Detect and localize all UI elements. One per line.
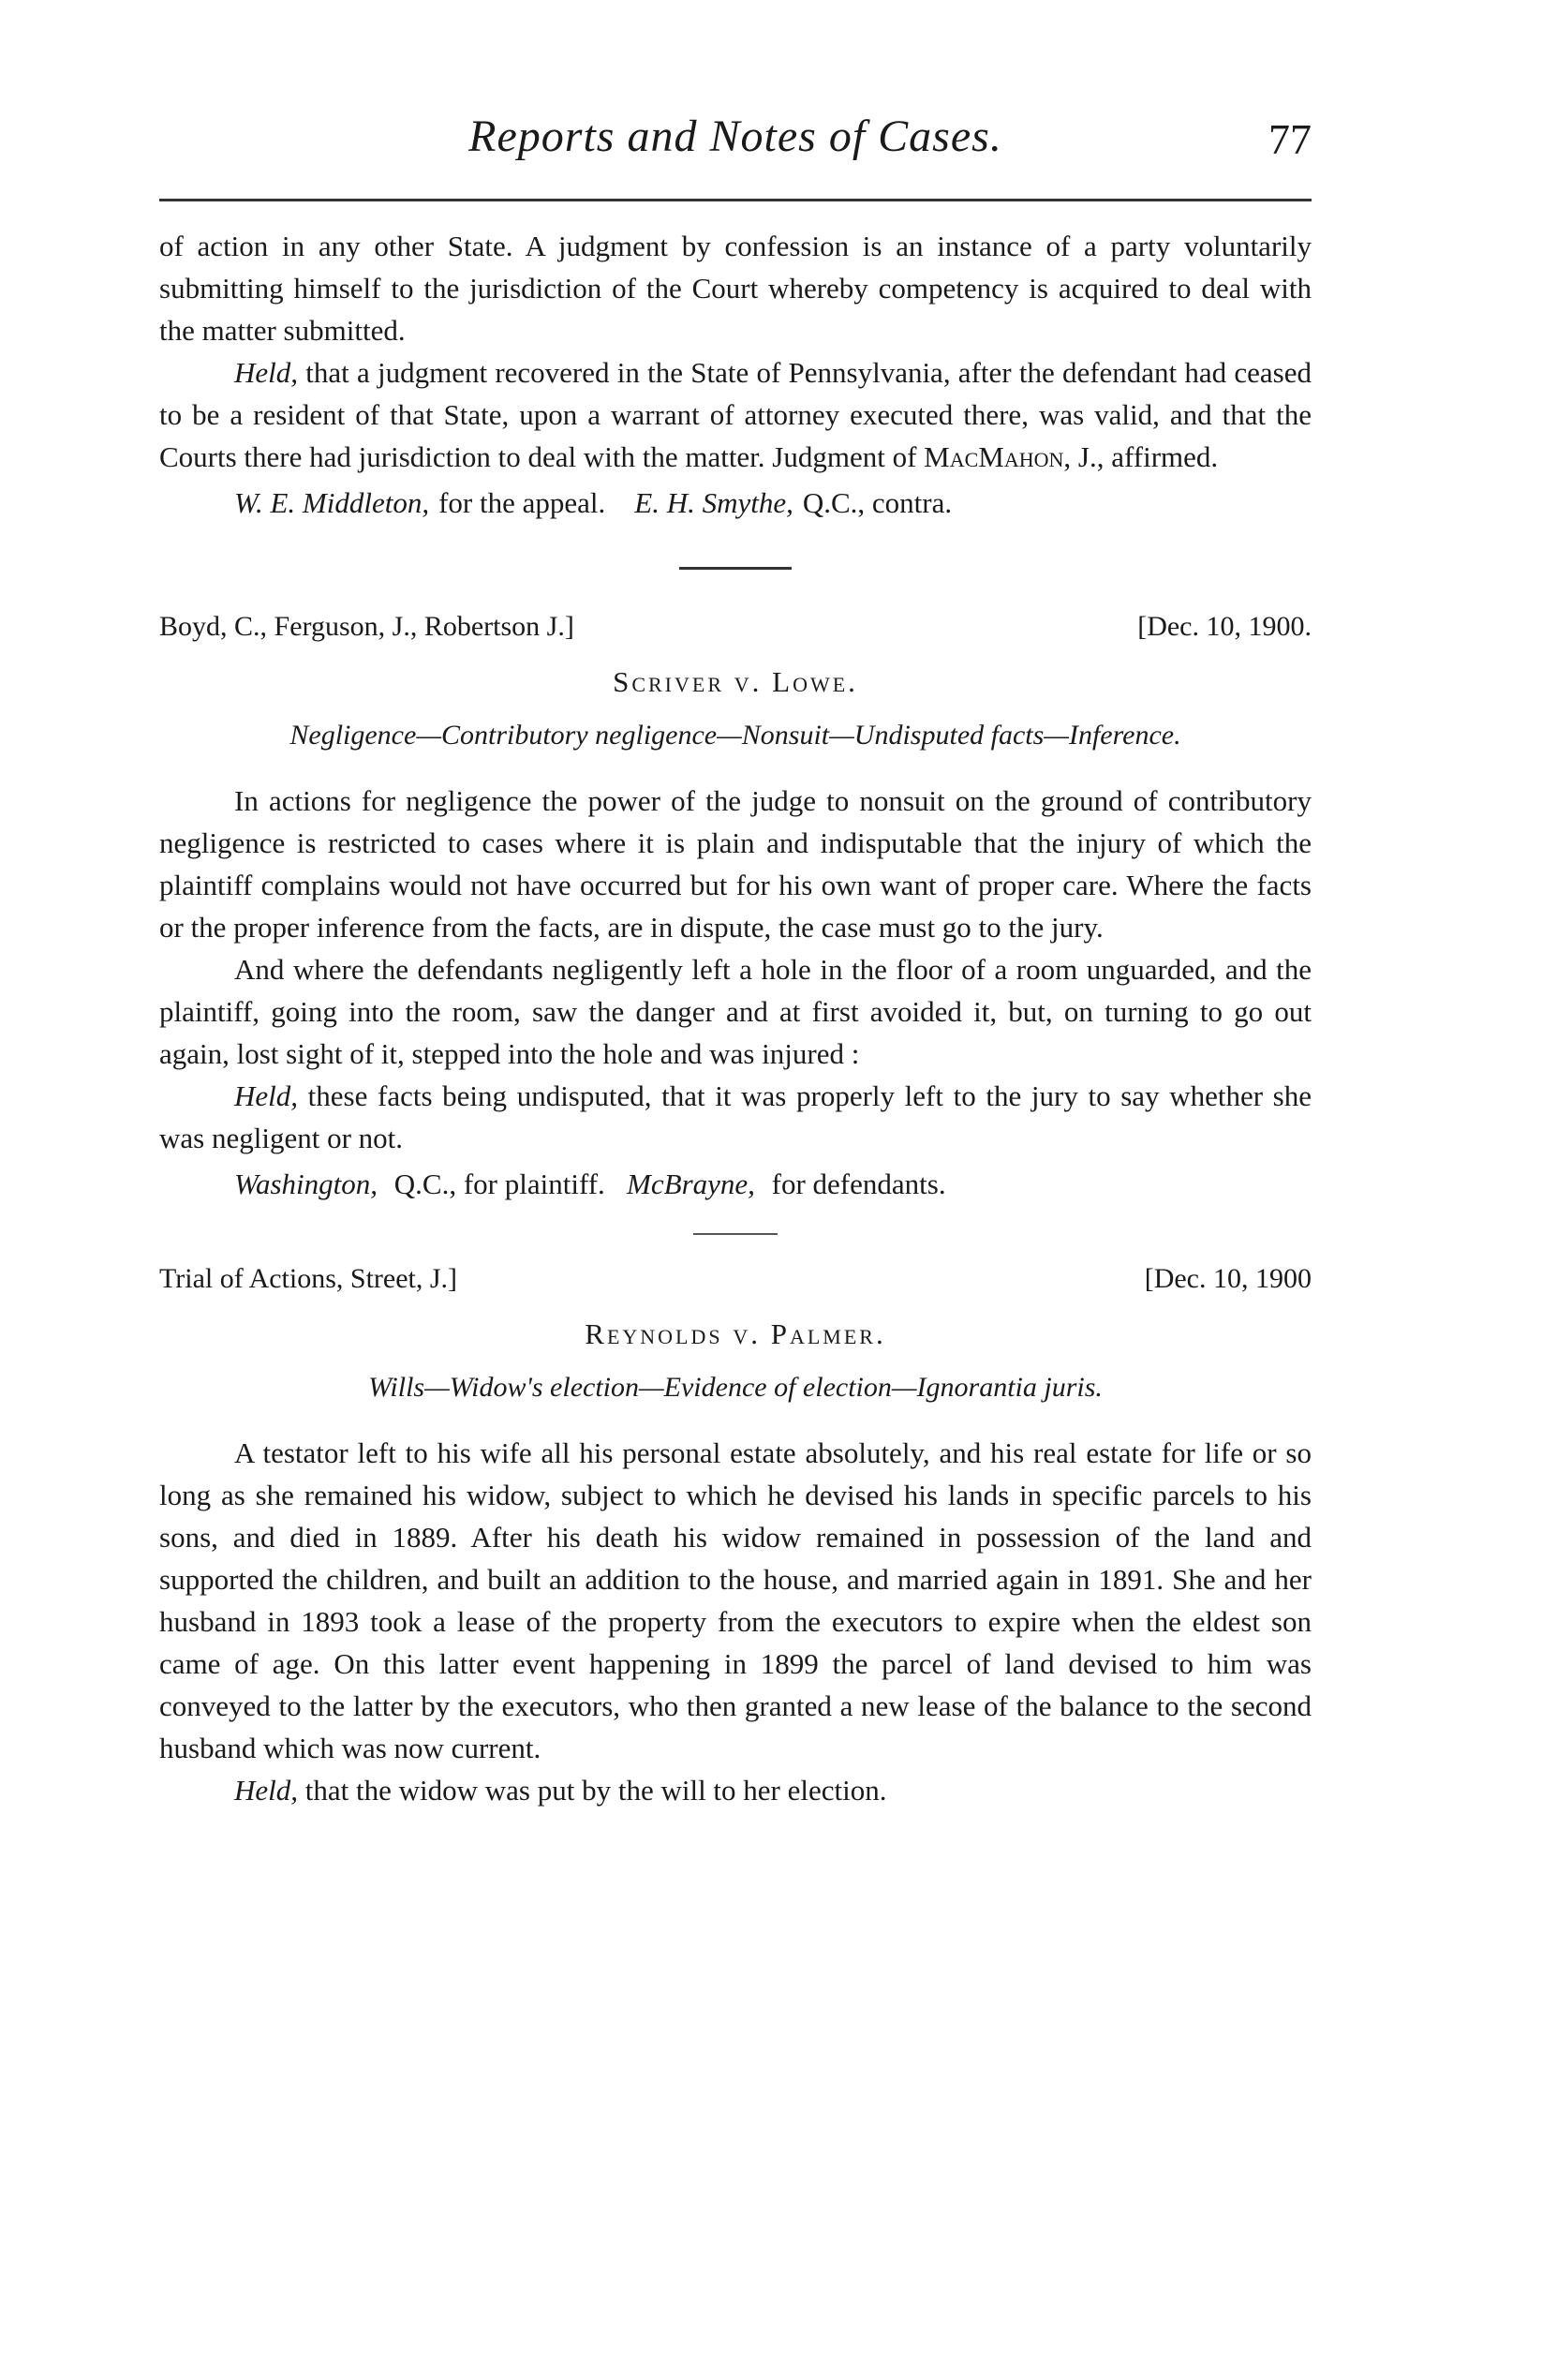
decision-date: [Dec. 10, 1900 xyxy=(1144,1263,1312,1294)
counsel-defendant: McBrayne, xyxy=(627,1168,755,1200)
case3-court-line xyxy=(159,1257,1312,1300)
counsel-defendant-role: for defendants. xyxy=(771,1168,946,1200)
case-name: Scriver v. Lowe. xyxy=(613,665,858,698)
court: Trial of Actions, Street, J.] xyxy=(159,1263,458,1294)
case2-para2: And where the defendants negligently left a hole in the floor of a room unguarded, and the plaintiff, going into the room, saw the danger and at first avoided it, but, on turning to go out again, lost sight of it, stepped into the hole and was injured : xyxy=(159,953,1312,1070)
counsel-plaintiff: Washington, xyxy=(234,1168,378,1200)
case-name: Reynolds v. Palmer. xyxy=(585,1317,886,1350)
page-body xyxy=(159,225,1312,1811)
case1-counsel xyxy=(159,482,1312,524)
case-separator xyxy=(693,1233,778,1235)
case2-court-line xyxy=(159,605,1312,647)
case2-para1: In actions for negligence the power of the judge to nonsuit on the ground of contributory negligence is restricted to cases where it is plain and indisputable that the injury of which the plaintiff complains would not have occurred but for his own want of proper care. Where the facts or the proper inference from the facts, are in dispute, the case must go to the jury. xyxy=(159,784,1312,944)
counsel-appellant: W. E. Middleton, xyxy=(234,486,430,519)
decision-date: [Dec. 10, 1900. xyxy=(1137,611,1312,642)
case3-held xyxy=(159,1769,1312,1811)
page-header xyxy=(159,111,1312,176)
case-separator xyxy=(679,567,792,570)
held-label: Held, xyxy=(234,1774,299,1807)
catchwords: Wills—Widow's election—Evidence of election—Ignorantia juris. xyxy=(368,1372,1103,1403)
counsel-respondent-role: Q.C., contra. xyxy=(802,486,953,519)
case2-counsel xyxy=(159,1163,1312,1205)
counsel-appellant-role: for the appeal. xyxy=(438,486,606,519)
catchwords: Negligence—Contributory negligence—Nonsuit—Undisputed facts—Inference. xyxy=(289,720,1181,751)
page-number: 77 xyxy=(1268,115,1312,163)
affirmed-text: , J., affirmed. xyxy=(1063,440,1219,473)
case1-continuation: of action in any other State. A judgment by confession is an instance of a party voluntarily submitting himself to the jurisdiction of the Court whereby competency is acquired to deal with the matter submitted. xyxy=(159,230,1312,347)
held-label: Held, xyxy=(234,1079,299,1112)
held-label: Held, xyxy=(234,356,299,389)
counsel-respondent: E. H. Smythe, xyxy=(634,486,793,519)
judge-name: MacMahon xyxy=(924,440,1064,473)
counsel-plaintiff-role: Q.C., for plaintiff. xyxy=(393,1168,605,1200)
running-title: Reports and Notes of Cases. xyxy=(468,112,1002,161)
case1-held xyxy=(159,351,1312,478)
case3-para1: A testator left to his wife all his personal estate absolutely, and his real estate for life or so long as she remained his widow, subject to which he devised his lands in specific parcels to his sons, and died in 1889. After his death his widow remained in possession of the land and supported the children, and built an addition to the house, and married again in 1891. She and her husband in 1893 took a lease of the property from the executors to expire when the eldest son came of age. On this latter event happening in 1899 the parcel of land devised to him was conveyed to the latter by the executors, who then granted a new lease of the balance to the second husband which was now current. xyxy=(159,1436,1312,1764)
held-text: these facts being undisputed, that it was properly left to the jury to say whether she was negligent or not. xyxy=(159,1079,1312,1154)
held-text: that the widow was put by the will to her election. xyxy=(304,1774,887,1807)
court: Boyd, C., Ferguson, J., Robertson J.] xyxy=(159,611,574,642)
header-rule xyxy=(159,199,1312,201)
case2-held xyxy=(159,1075,1312,1159)
held-text: that a judgment recovered in the State of Pennsylvania, after the defendant had ceased to be a resident of that State, upon a warrant of attorney executed there, was valid, and that the Courts there had jurisdiction to deal with the matter. Judgment of xyxy=(159,356,1312,473)
